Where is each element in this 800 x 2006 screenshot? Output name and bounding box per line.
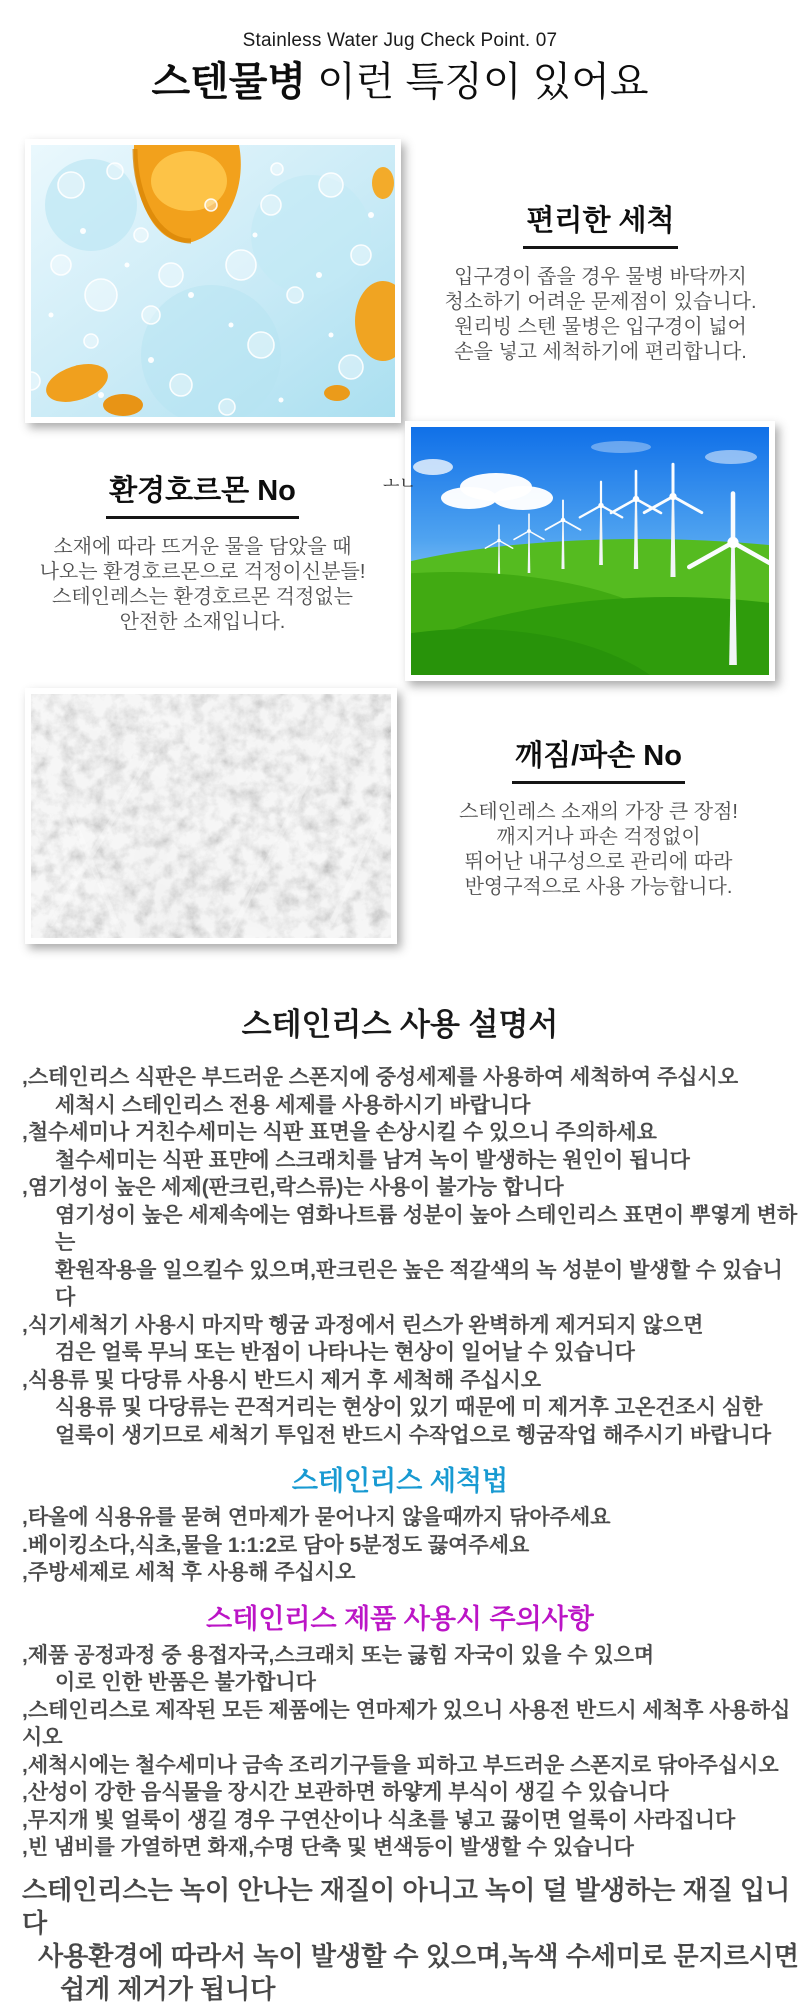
feature-text-no-breakage <box>397 733 800 900</box>
usage-guide-title: 스테인리스 사용 설명서 <box>241 1007 559 1042</box>
page-title-bold: 스텐물병 <box>151 60 307 104</box>
feature-lines <box>401 265 800 365</box>
feature-line: 입구경이 좁을 경우 물병 바닥까지 <box>454 265 747 288</box>
caution-line: ,제품 공정과정 중 용접자국,스크래치 또는 긇힘 자국이 있을 수 있으며 <box>22 1643 655 1667</box>
caution-line: ,산성이 강한 음식물을 장시간 보관하면 하얗게 부식이 생길 수 있습니다 <box>22 1781 669 1804</box>
page-title-rest: 이런 특징이 있어요 <box>306 60 649 104</box>
metal-foil-photo <box>25 688 397 944</box>
water-orange-splash-photo <box>25 139 401 423</box>
stray-text: ㅗㄴ <box>383 474 416 493</box>
feature-text-no-hormone <box>0 468 405 635</box>
feature-line: 나오는 환경호르몬으로 걱정이신분들! <box>39 560 366 583</box>
feature-line: 소재에 따라 뜨거운 물을 담았을 때 <box>53 535 352 558</box>
guide-line: ,스테인리스 식판은 부드러운 스폰지에 중성세제를 사용하여 세척하여 주십시오 <box>22 1066 739 1089</box>
feature-title: 환경호르몬 No <box>106 468 299 519</box>
feature-line: 손을 넣고 세척하기에 편리합니다. <box>454 340 747 363</box>
guide-line: ,철수세미나 거친수세미는 식판 표면을 손상시킬 수 있으니 주의하세요 <box>22 1121 657 1144</box>
caution-title: 스테인리스 제품 사용시 주의사항 <box>206 1603 594 1634</box>
footer-note-line: 쉽게 제거가 됩니다 <box>60 1973 276 2004</box>
water-splash-image <box>31 145 395 417</box>
feature-lines <box>397 800 800 900</box>
feature-text-easy-washing <box>401 198 800 365</box>
feature-section-easy-washing <box>0 139 800 423</box>
feature-line: 스테인레스는 환경호르몬 걱정없는 <box>52 585 353 608</box>
header-subtitle: Stainless Water Jug Check Point. 07 <box>242 30 558 51</box>
footer-note <box>0 1874 800 2006</box>
wind-turbines-photo <box>405 421 775 681</box>
feature-line: 뛰어난 내구성으로 관리에 따라 <box>464 850 733 873</box>
feature-title: 편리한 세척 <box>523 198 677 249</box>
page-title <box>0 60 800 104</box>
caution-lines <box>0 1642 800 1862</box>
feature-lines <box>0 535 405 635</box>
wind-turbines-image <box>411 427 769 675</box>
guide-line: 세척시 스테인리스 전용 세제를 사용하시기 바랍니다 <box>55 1093 531 1117</box>
guide-line: 식용류 및 다당류는 끈적거리는 현상이 있기 때문에 미 제거후 고온건조시 심한 <box>55 1396 763 1419</box>
feature-line: 원리빙 스텐 물병은 입구경이 넓어 <box>454 315 747 338</box>
feature-line: 깨지거나 파손 걱정없이 <box>496 825 701 848</box>
guide-line: 환원작용을 일으킬수 있으며,판크린은 높은 적갈색의 녹 성분이 발생할 수 있습니다 <box>55 1258 783 1309</box>
caution-line: ,빈 냄비를 가열하면 화재,수명 단축 및 변색등이 발생할 수 있습니다 <box>22 1836 634 1859</box>
usage-guide-lines <box>0 1064 800 1449</box>
footer-note-line: 스테인리스는 녹이 안나는 재질이 아니고 녹이 덜 발생하는 재질 입니다 <box>22 1874 791 1938</box>
washing-line: .베이킹소다,식초,물을 1:1:2로 담아 5분정도 끓여주세요 <box>22 1533 530 1557</box>
washing-method-title: 스테인리스 세척법 <box>291 1466 509 1496</box>
feature-line: 안전한 소재입니다. <box>119 610 286 633</box>
guide-line: 얼룩이 생기므로 세척기 투입전 반드시 수작업으로 헹굼작업 해주시기 바랍니다 <box>55 1423 772 1447</box>
guide-line: ,식기세척기 사용시 마지막 헹굼 과정에서 린스가 완벽하게 제거되지 않으면 <box>22 1313 704 1337</box>
metal-foil-image <box>31 694 391 938</box>
guide-line: ,식용류 및 다당류 사용시 반드시 제거 후 세척해 주십시오 <box>22 1368 542 1392</box>
feature-line: 스테인레스 소재의 가장 큰 장점! <box>459 800 738 823</box>
feature-section-no-breakage <box>0 688 800 944</box>
washing-line: ,타올에 식용유를 묻혀 연마제가 묻어나지 않을때까지 닦아주세요 <box>22 1506 611 1529</box>
guide-line: 염기성이 높은 세제속에는 염화나트륨 성분이 높아 스테인리스 표면이 뿌옇게 변하는 <box>55 1203 798 1254</box>
guide-line: ,염기성이 높은 세제(판크린,락스류)는 사용이 불가능 합니다 <box>22 1176 564 1199</box>
guide-line: 철수세미는 식판 표먄에 스크래치를 남겨 녹이 발생하는 원인이 됩니다 <box>55 1148 690 1172</box>
footer-note-line: 사용환경에 따라서 녹이 발생할 수 있으며,녹색 수세미로 문지르시면 <box>38 1940 800 1971</box>
caution-line: ,스테인리스로 제작된 모든 제품에는 연마제가 있으니 사용전 반드시 세척후 사용하십시오 <box>22 1698 791 1749</box>
feature-title: 깨짐/파손 No <box>512 733 685 784</box>
header <box>0 0 800 104</box>
feature-section-no-hormone <box>0 421 800 681</box>
guide-line: 검은 얼룩 무늬 또는 반점이 나타나는 현상이 일어날 수 있습니다 <box>55 1341 635 1364</box>
caution-line: ,무지개 빛 얼룩이 생길 경우 구연산이나 식초를 넣고 끓이면 얼룩이 사라집니다 <box>22 1808 736 1832</box>
caution-line: 이로 인한 반품은 불가합니다 <box>55 1671 316 1694</box>
washing-method-lines <box>0 1504 800 1587</box>
feature-line: 청소하기 어려운 문제점이 있습니다. <box>444 290 757 313</box>
washing-line: ,주방세제로 세척 후 사용해 주십시오 <box>22 1561 356 1584</box>
feature-line: 반영구적으로 사용 가능합니다. <box>464 875 733 898</box>
caution-line: ,세척시에는 철수세미나 금속 조리기구들을 피하고 부드러운 스폰지로 닦아주십시오 <box>22 1753 779 1777</box>
